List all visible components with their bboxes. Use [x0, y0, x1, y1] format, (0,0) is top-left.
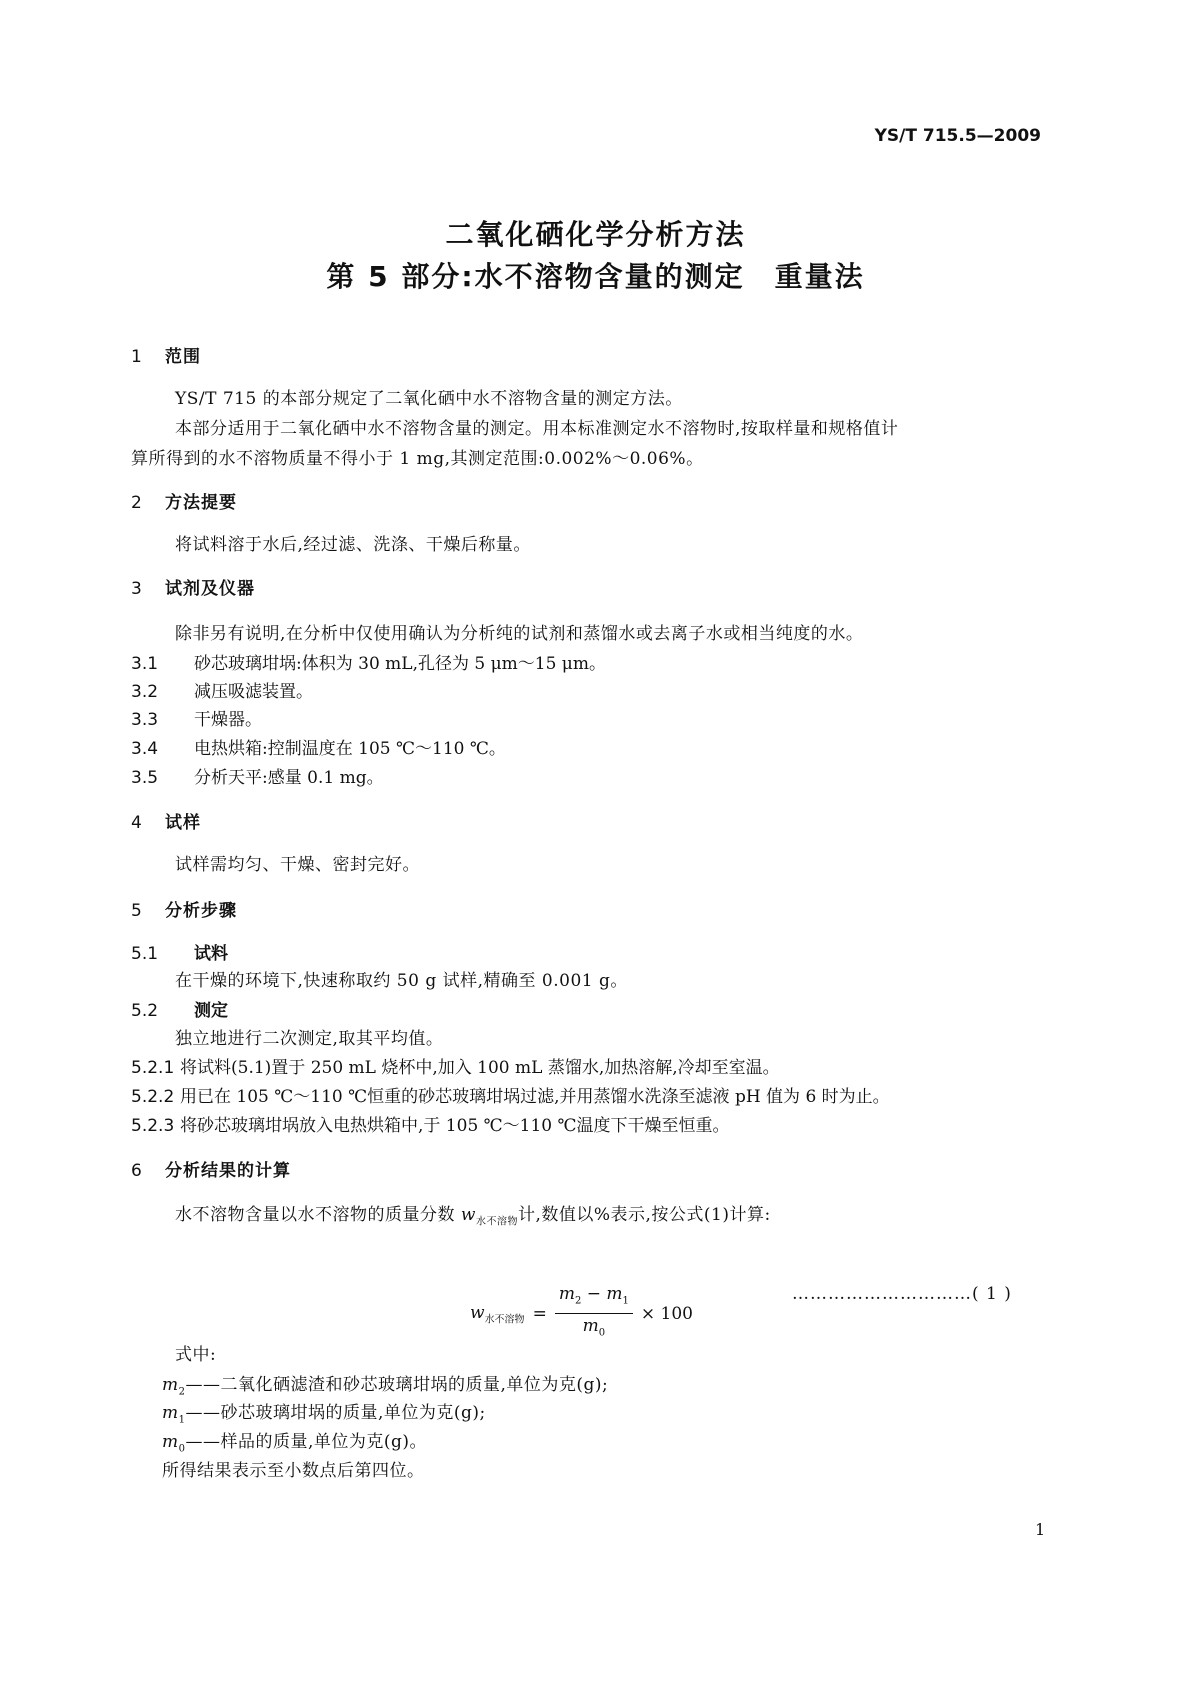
page-number: 1 [1035, 1520, 1046, 1539]
subsection-5-2-text: 独立地进行二次测定,取其平均值。 [175, 1029, 444, 1049]
item-5-2-1: 5.2.1 将试料(5.1)置于 250 mL 烧杯中,加入 100 mL 蒸馏水,加热溶解,冷却至室温。 [131, 1058, 780, 1078]
section-2-heading [131, 488, 237, 513]
section-title: 分析结果的计算 [165, 1161, 291, 1181]
section-1-heading [131, 342, 201, 367]
item-3-5: 3.5 分析天平:感量 0.1 mg。 [131, 768, 384, 788]
section-title: 范围 [165, 347, 201, 367]
section-4-para-1: 试样需均匀、干燥、密封完好。 [175, 855, 420, 875]
section-2-para-1: 将试料溶于水后,经过滤、洗涤、干燥后称量。 [175, 535, 531, 555]
section-number: 1 [131, 347, 143, 367]
section-number: 5 [131, 901, 143, 921]
standard-number: YS/T 715.5—2009 [874, 126, 1041, 146]
section-1-para-1: YS/T 715 的本部分规定了二氧化硒中水不溶物含量的测定方法。 [175, 389, 683, 409]
item-3-3: 3.3 干燥器。 [131, 710, 262, 730]
section-4-heading [131, 808, 201, 833]
var-m1: $m_1——$砂芯玻璃坩埚的质量,单位为克(g); [162, 1403, 486, 1426]
section-title: 方法提要 [165, 493, 237, 513]
var-m0: $m_0——$样品的质量,单位为克(g)。 [162, 1432, 428, 1455]
item-3-4: 3.4 电热烘箱:控制温度在 105 ℃～110 ℃。 [131, 739, 506, 759]
section-1-para-2a: 本部分适用于二氧化硒中水不溶物含量的测定。用本标准测定水不溶物时,按取样量和规格值计 [175, 419, 899, 439]
section-number: 6 [131, 1161, 143, 1181]
var-m2: $m_2——$二氧化硒滤渣和砂芯玻璃坩埚的质量,单位为克(g); [162, 1375, 609, 1398]
formula-1: $w_{水不溶物}$ = $\frac{m_2 - m_1}{m_0}$ × 100 [470, 1282, 693, 1346]
where-label: 式中: [175, 1345, 217, 1365]
section-3-heading [131, 574, 255, 599]
subsection-5-1-heading: 5.1 试料 [131, 944, 228, 964]
section-number: 2 [131, 493, 143, 513]
section-number: 4 [131, 813, 143, 833]
title-line-2: 第 5 部分:水不溶物含量的测定 重量法 [326, 260, 865, 293]
section-5-heading [131, 896, 237, 921]
result-precision: 所得结果表示至小数点后第四位。 [162, 1461, 425, 1481]
item-3-1: 3.1 砂芯玻璃坩埚:体积为 30 mL,孔径为 5 μm～15 μm。 [131, 654, 606, 674]
subsection-5-1-text: 在干燥的环境下,快速称取约 50 g 试样,精确至 0.001 g。 [175, 971, 628, 991]
section-title: 分析步骤 [165, 901, 237, 921]
section-number: 3 [131, 579, 143, 599]
subsection-5-2-heading: 5.2 测定 [131, 1001, 228, 1021]
item-5-2-2: 5.2.2 用已在 105 ℃～110 ℃恒重的砂芯玻璃坩埚过滤,并用蒸馏水洗涤至滤液 pH 值为 6 时为止。 [131, 1087, 890, 1107]
item-5-2-3: 5.2.3 将砂芯玻璃坩埚放入电热烘箱中,于 105 ℃～110 ℃温度下干燥至恒重。 [131, 1116, 730, 1136]
equation-number: …………………………( 1 ) [792, 1284, 1012, 1304]
title-line-1: 二氧化硒化学分析方法 [445, 218, 746, 251]
section-6-heading [131, 1156, 291, 1181]
section-title: 试剂及仪器 [165, 579, 255, 599]
item-3-2: 3.2 减压吸滤装置。 [131, 682, 313, 702]
section-1-para-2b: 算所得到的水不溶物质量不得小于 1 mg,其测定范围:0.002%～0.06%。 [131, 449, 704, 469]
section-title: 试样 [165, 813, 201, 833]
section-6-para-1: 水不溶物含量以水不溶物的质量分数 $w_{水不溶物}$计,数值以%表示,按公式(1)计算: [175, 1205, 771, 1228]
formula-fraction: $\frac{m_2 - m_1}{m_0}$ [555, 1282, 633, 1346]
section-3-para-1: 除非另有说明,在分析中仅使用确认为分析纯的试剂和蒸馏水或去离子水或相当纯度的水。 [175, 624, 864, 644]
